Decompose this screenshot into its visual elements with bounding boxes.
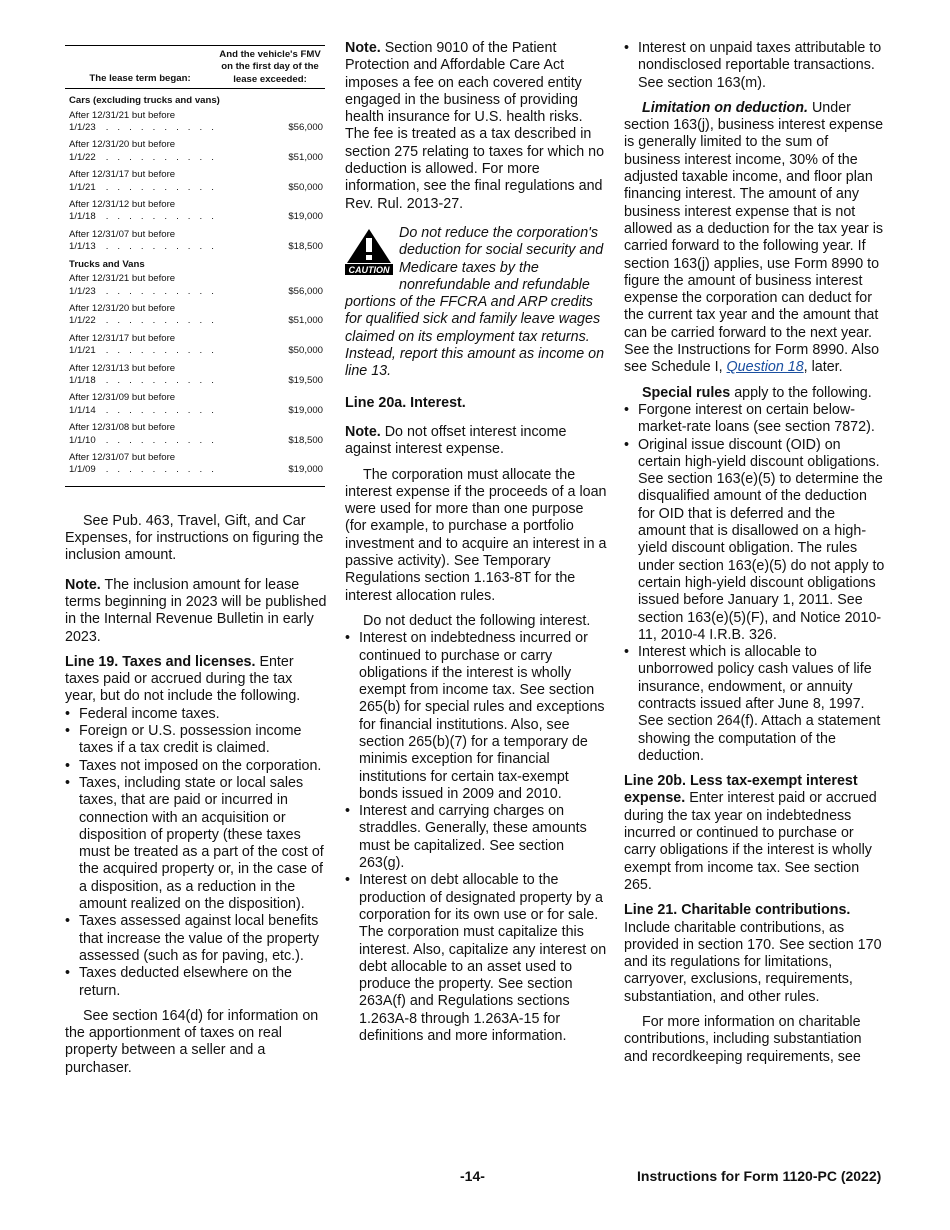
amount-cell: $19,000 <box>288 211 323 223</box>
term-cell: After 12/31/13 but before 1/1/18 . . . . . . . . . . <box>69 363 253 388</box>
table-row <box>69 392 325 417</box>
term-start: After 12/31/07 but before <box>69 451 176 463</box>
question18-link[interactable]: Question 18 <box>726 359 804 376</box>
table-row <box>69 229 325 254</box>
line19-text: Enter taxes paid or accrued during the tax year, but do not include the following. <box>65 653 301 705</box>
amount-cell: $50,000 <box>288 181 323 193</box>
term-start: After 12/31/17 but before <box>69 332 176 344</box>
line21-heading: Line 21. Charitable contributions. <box>624 902 851 919</box>
note2-label: Note. <box>345 423 381 440</box>
list-item: • Taxes assessed against local benefits that increase the value of the property assessed (such as for paving, etc.). <box>65 913 327 965</box>
amount-cell: $56,000 <box>288 122 323 134</box>
column-right <box>624 40 886 1074</box>
header-fmv: And the vehicle's FMV on the first day of the lease exceeded: <box>219 49 321 85</box>
note-offset <box>345 424 607 459</box>
term-start: After 12/31/17 but before <box>69 169 176 181</box>
line20b-text: Enter interest paid or accrued during the tax year on indebtedness incurred or continued to purchase or carry obligations if the interest is wholly exempt from income tax. See section 265. <box>624 790 877 893</box>
table-row <box>69 139 325 164</box>
list-item: • Taxes, including state or local sales taxes, that are paid or incurred in connection with an acquisition or disposition of property (these taxes must be treated as a part of the cost of the acquired property or, in the case of a disposition, as a reduction in the amount realized on the disposition). <box>65 775 327 913</box>
term-end: 1/1/23 <box>69 122 96 134</box>
lease-inclusion-table <box>65 45 325 487</box>
table-section-title: Cars (excluding trucks and vans) <box>69 95 220 107</box>
term-start: After 12/31/09 but before <box>69 392 176 404</box>
page-number: -14- <box>460 1168 485 1184</box>
term-cell: After 12/31/07 but before 1/1/13 . . . . . . . . . . <box>69 229 253 254</box>
term-cell: After 12/31/21 but before 1/1/23 . . . . . . . . . . <box>69 273 253 298</box>
term-end: 1/1/21 <box>69 181 96 193</box>
caution-icon <box>345 227 393 275</box>
limitation-heading: Limitation on deduction. <box>642 99 808 116</box>
special-rules-bullet-list <box>624 402 886 765</box>
note-text: Section 9010 of the Patient Protection and Affordable Care Act imposes a fee on each covered entity engaged in the business of providing health insurance for U.S. health risks. The fee is treated as a tax described in section 275 relating to taxes for which no deduction is allowed. For more information, see the final regulations and Rev. Rul. 2013-27. <box>345 40 605 212</box>
amount-cell: $19,500 <box>288 374 323 386</box>
term-end: 1/1/13 <box>69 241 96 253</box>
list-item: • Federal income taxes. <box>65 706 327 723</box>
amount-cell: $50,000 <box>288 345 323 357</box>
caution-label: CAUTION <box>348 264 390 275</box>
line21-text: Include charitable contributions, as provided in section 170. See section 170 and its regulations for limitations, carryover, exclusions, requirements, substantiation, and other rules. <box>624 919 882 1005</box>
note-text: The inclusion amount for lease terms beginning in 2023 will be published in the Internal Revenue Bulletin in early 2023. <box>65 576 327 645</box>
term-end: 1/1/18 <box>69 211 96 223</box>
allocate-paragraph: The corporation must allocate the interest expense if the proceeds of a loan were used for more than one purpose (for example, to purchase a portfolio investment and to acquire an interest in a passive activity). See Temporary Regulations section 1.163-8T for the interest allocation rules. <box>345 466 607 604</box>
list-item: • Foreign or U.S. possession income taxes if a tax credit is claimed. <box>65 723 327 758</box>
table-section-title: Trucks and Vans <box>69 258 145 270</box>
line19-bullet-list <box>65 706 327 1000</box>
line19-paragraph <box>65 654 327 706</box>
amount-cell: $18,500 <box>288 434 323 446</box>
term-start: After 12/31/20 but before <box>69 139 176 151</box>
line20b-paragraph <box>624 773 886 894</box>
table-header <box>65 46 325 89</box>
limitation-text: Under section 163(j), business interest expense is generally limited to the sum of business interest income, 30% of the adjusted taxable income, and floor plan financing interest. The amount of any business interest expense that is not allowed as a deduction for the tax year is carried forward to the following year. If section 163(j) applies, use Form 8990 to figure the amount of business interest expense the corporation can deduct for the current tax year and the amount that can be carried forward to the next year. See the Instructions for Form 8990. Also see Schedule I, <box>624 99 884 376</box>
list-item: • Interest on indebtedness incurred or continued to purchase or carry obligations if the interest is wholly exempt from income tax. See section 265(b) for special rules and exceptions for financial institutions. Also, see section 265(b)(7) for a temporary de minimis exception for financial institutions for certain tax-exempt bonds issued in 2009 and 2010. <box>345 630 607 803</box>
term-cell: After 12/31/12 but before 1/1/18 . . . . . . . . . . <box>69 199 253 224</box>
term-start: After 12/31/12 but before <box>69 199 176 211</box>
term-end: 1/1/09 <box>69 464 96 476</box>
term-cell: After 12/31/17 but before 1/1/21 . . . . . . . . . . <box>69 169 253 194</box>
table-row <box>69 169 325 194</box>
note-label: Note. <box>345 40 381 56</box>
amount-cell: $51,000 <box>288 315 323 327</box>
term-end: 1/1/22 <box>69 151 96 163</box>
term-start: After 12/31/08 but before <box>69 422 176 434</box>
interest-bullet-list <box>345 630 607 1045</box>
list-item: • Taxes not imposed on the corporation. <box>65 758 327 775</box>
line19-heading: Line 19. Taxes and licenses. <box>65 653 256 670</box>
term-start: After 12/31/21 but before <box>69 273 176 285</box>
term-cell: After 12/31/20 but before 1/1/22 . . . . . . . . . . <box>69 139 253 164</box>
term-end: 1/1/18 <box>69 374 96 386</box>
amount-cell: $56,000 <box>288 285 323 297</box>
list-item: • Interest and carrying charges on straddles. Generally, these amounts must be capitalized. See section 263(g). <box>345 803 607 872</box>
term-cell: After 12/31/07 but before 1/1/09 . . . . . . . . . . <box>69 452 253 477</box>
table-row <box>69 333 325 358</box>
bullet-unpaid-taxes: • Interest on unpaid taxes attributable to nondisclosed reportable transactions. See section 163(m). <box>624 40 886 92</box>
term-end: 1/1/21 <box>69 345 96 357</box>
term-start: After 12/31/13 but before <box>69 362 176 374</box>
amount-cell: $19,000 <box>288 404 323 416</box>
limitation-tail: , later. <box>803 359 843 376</box>
do-not-deduct-paragraph: Do not deduct the following interest. <box>363 612 591 629</box>
column-left <box>65 40 327 1085</box>
limitation-paragraph <box>624 100 886 377</box>
header-term: The lease term began: <box>89 72 191 84</box>
note-label: Note. <box>65 576 101 593</box>
amount-cell: $19,000 <box>288 464 323 476</box>
list-item: • Interest which is allocable to unborrowed policy cash values of life insurance, endowment, or annuity contracts issued after June 8, 1997. See section 264(f). Attach a statement showing the computation of the deduction. <box>624 644 886 765</box>
table-body <box>65 89 325 486</box>
special-text: apply to the following. <box>734 384 872 401</box>
pub463-paragraph: See Pub. 463, Travel, Gift, and Car Expenses, for instructions on figuring the inclusion amount. <box>65 512 324 564</box>
note2-text: Do not offset interest income against interest expense. <box>345 423 567 458</box>
list-item: • Original issue discount (OID) on certain high-yield discount obligations. See section 163(e)(5) to determine the disqualified amount of the deduction for OID that is deferred and the amount that is disallowed on a high-yield discount obligation. The rules under section 163(e)(5) do not apply to certain high-yield discount obligations issued before January 1, 2011. See section 163(e)(5)(F), and Notice 2010-11, 2010-4 I.R.B. 326. <box>624 437 886 645</box>
term-end: 1/1/23 <box>69 285 96 297</box>
list-item: • Forgone interest on certain below-market-rate loans (see section 7872). <box>624 402 886 437</box>
sec164-paragraph: See section 164(d) for information on the apportionment of taxes on real property between a seller and a purchaser. <box>65 1007 319 1076</box>
form-title: Instructions for Form 1120-PC (2022) <box>637 1168 882 1184</box>
term-start: After 12/31/07 but before <box>69 228 176 240</box>
term-cell: After 12/31/20 but before 1/1/22 . . . . . . . . . . <box>69 303 253 328</box>
term-end: 1/1/10 <box>69 434 96 446</box>
term-start: After 12/31/20 but before <box>69 302 176 314</box>
table-row <box>69 363 325 388</box>
table-row <box>69 199 325 224</box>
caution-text: Do not reduce the corporation's deduction for social security and Medicare taxes by the nonrefundable and refundable portions of the FFCRA and ARP credits for qualified sick and family leave wages claimed on its employment tax returns. Instead, report this amount as income on line 13. <box>345 224 605 380</box>
term-cell: After 12/31/17 but before 1/1/21 . . . . . . . . . . <box>69 333 253 358</box>
table-row <box>69 452 325 477</box>
table-row <box>69 422 325 447</box>
term-end: 1/1/14 <box>69 404 96 416</box>
term-cell: After 12/31/21 but before 1/1/23 . . . . . . . . . . <box>69 110 253 135</box>
column-middle <box>345 40 607 1045</box>
caution-box <box>345 225 607 381</box>
line20a-heading: Line 20a. Interest. <box>345 394 466 411</box>
more-info-paragraph: For more information on charitable contributions, including substantiation and recordkeeping requirements, see <box>624 1014 862 1065</box>
amount-cell: $18,500 <box>288 241 323 253</box>
term-cell: After 12/31/08 but before 1/1/10 . . . . . . . . . . <box>69 422 253 447</box>
table-row <box>69 273 325 298</box>
table-row <box>69 303 325 328</box>
line21-paragraph <box>624 902 886 1006</box>
list-item: • Interest on debt allocable to the production of designated property by a corporation for its own use or for sale. The corporation must capitalize this interest. Also, capitalize any interest on debt allocable to an asset used to produce the property. See section 263A(f) and Regulations sections 1.263A-8 through 1.263A-15 for definitions and more information. <box>345 872 607 1045</box>
note-section9010 <box>345 40 607 213</box>
term-start: After 12/31/21 but before <box>69 109 176 121</box>
term-end: 1/1/22 <box>69 315 96 327</box>
line20b-heading: Line 20b. Less tax-exempt interest expense. <box>624 773 858 807</box>
term-cell: After 12/31/09 but before 1/1/14 . . . . . . . . . . <box>69 392 253 417</box>
note-inclusion <box>65 577 327 646</box>
special-heading: Special rules <box>642 384 731 401</box>
special-rules-paragraph <box>624 385 886 402</box>
list-item: • Taxes deducted elsewhere on the return. <box>65 965 327 1000</box>
amount-cell: $51,000 <box>288 151 323 163</box>
table-row <box>69 110 325 135</box>
